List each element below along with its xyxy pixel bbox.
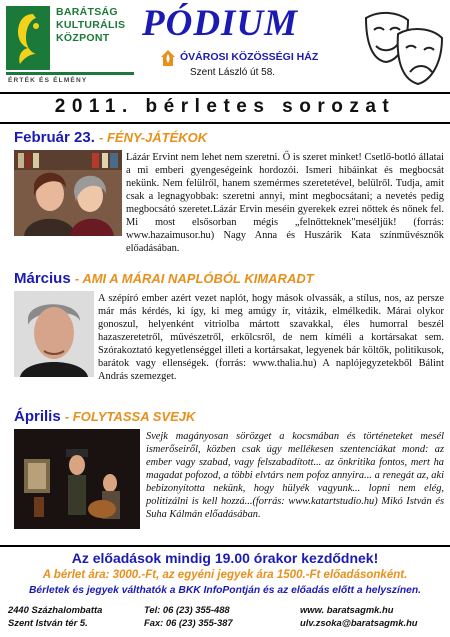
ticket-notice: Bérletek és jegyek válthatók a BKK InfoPontján és az előadás előtt a helyszínen.: [29, 585, 421, 596]
event-title: - AMI A MÁRAI NAPLÓBÓL KIMARADT: [74, 271, 314, 286]
event-description: A szépíró ember azért vezet naplót, hogy mások olvassák, a stílus, nos, az persze már más kérdés, ki így, ki meg amúgy ír, vitázik, elmélkedik. Márai olykor gonoszul, helyenként vitriolba mártott szavakkal, éles humorral beszél hazaszeretetről, művészetről, erkölcsről, de nem kíméli a kortársakat sem. Szórakoztató kegyetlenséggel illeti a kortársakat, legyenek bár költők, politikusok, barátok vagy ellenségek. (forrás: www.thalia.hu) A naplójegyzetekből Bálint András szemezget.: [98, 293, 444, 382]
email-link[interactable]: ulv.zsoka@baratsagmk.hu: [300, 617, 418, 628]
season-title: 2011. bérletes sorozat: [54, 96, 396, 117]
event-description: Svejk magányosan sörözget a kocsmában és történeteket mesél ismerőseiről, közben csak úgy mellékesen szentenciákat mond: az ember vagy szabad, vagy felszabadított... az önkritika fontos, mert ha magadat pofozod, a többi elvtárs nem pofoz annyira... a renegát az, aki bebizonyította nekünk, hogy hülyék vagyunk... lopni nem elég, politizálni is kell hozzá...(forrás: www.katartstudio.hu) Mikó István és Suha Kálmán előadásában.: [146, 431, 444, 520]
header-rule: [0, 92, 450, 94]
event-photo: [14, 429, 140, 529]
event-description: Lázár Ervint nem lehet nem szeretni. Ő is szeret minket! Csetlő-botló állatai a mi emberi gyengeségeink hordozói. Ismeri hibáinkat és megbocsát nekünk. Nem felülről, hanem szemérmes szeretetével, belülről. Tudja, amit csak a legnagyobbak: szeretni annyi, mint megbocsátani; a nevetés pedig megbocsátó szeretet.Lázár Ervin meséin gyerekek ezrei nőttek és nőnek fel. Mi most elsősorban mégis „felnőtteknek"meséljük! (forrás: www.hazaimusor.hu) Nagy Anna és Huszárik Kata színművésznők előadásában.: [126, 152, 444, 254]
event-photo: [14, 291, 94, 377]
house-icon: [160, 49, 176, 67]
contact-address: 2440 Százhalombatta Szent István tér 5.: [8, 604, 103, 628]
event-title: - FÉNY-JÁTÉKOK: [99, 130, 208, 145]
theatre-masks-icon: [362, 8, 446, 88]
barátság-logo-icon: [6, 6, 50, 70]
event-month: Február 23. - FÉNY-JÁTÉKOK: [14, 129, 208, 146]
website-link[interactable]: www. baratsagmk.hu: [300, 604, 394, 615]
event-title: - FOLYTASSA SVEJK: [64, 409, 196, 424]
venue-name: ÓVÁROSI KÖZÖSSÉGI HÁZ: [180, 51, 319, 63]
org-name: BARÁTSÁG KULTURÁLIS KÖZPONT: [56, 6, 126, 44]
event-photo: [14, 150, 122, 236]
logo-divider: [6, 72, 134, 75]
event-month: Április - FOLYTASSA SVEJK: [14, 408, 196, 425]
contact-phone: Tel: 06 (23) 355-488 Fax: 06 (23) 355-387: [144, 604, 233, 628]
event-month: Március - AMI A MÁRAI NAPLÓBÓL KIMARADT: [14, 270, 314, 287]
page-title: PÓDIUM: [142, 3, 299, 44]
start-time-notice: Az előadások mindig 19.00 órakor kezdődnek!: [71, 550, 379, 566]
season-rule: [0, 122, 450, 124]
contact-online: [300, 603, 418, 629]
venue-address: Szent László út 58.: [190, 67, 276, 78]
tagline: ÉRTÉK ÉS ÉLMÉNY: [8, 77, 88, 84]
price-notice: A bérlet ára: 3000.-Ft, az egyéni jegyek ára 1500.-Ft előadásonként.: [42, 569, 408, 581]
footer-rule: [0, 545, 450, 547]
